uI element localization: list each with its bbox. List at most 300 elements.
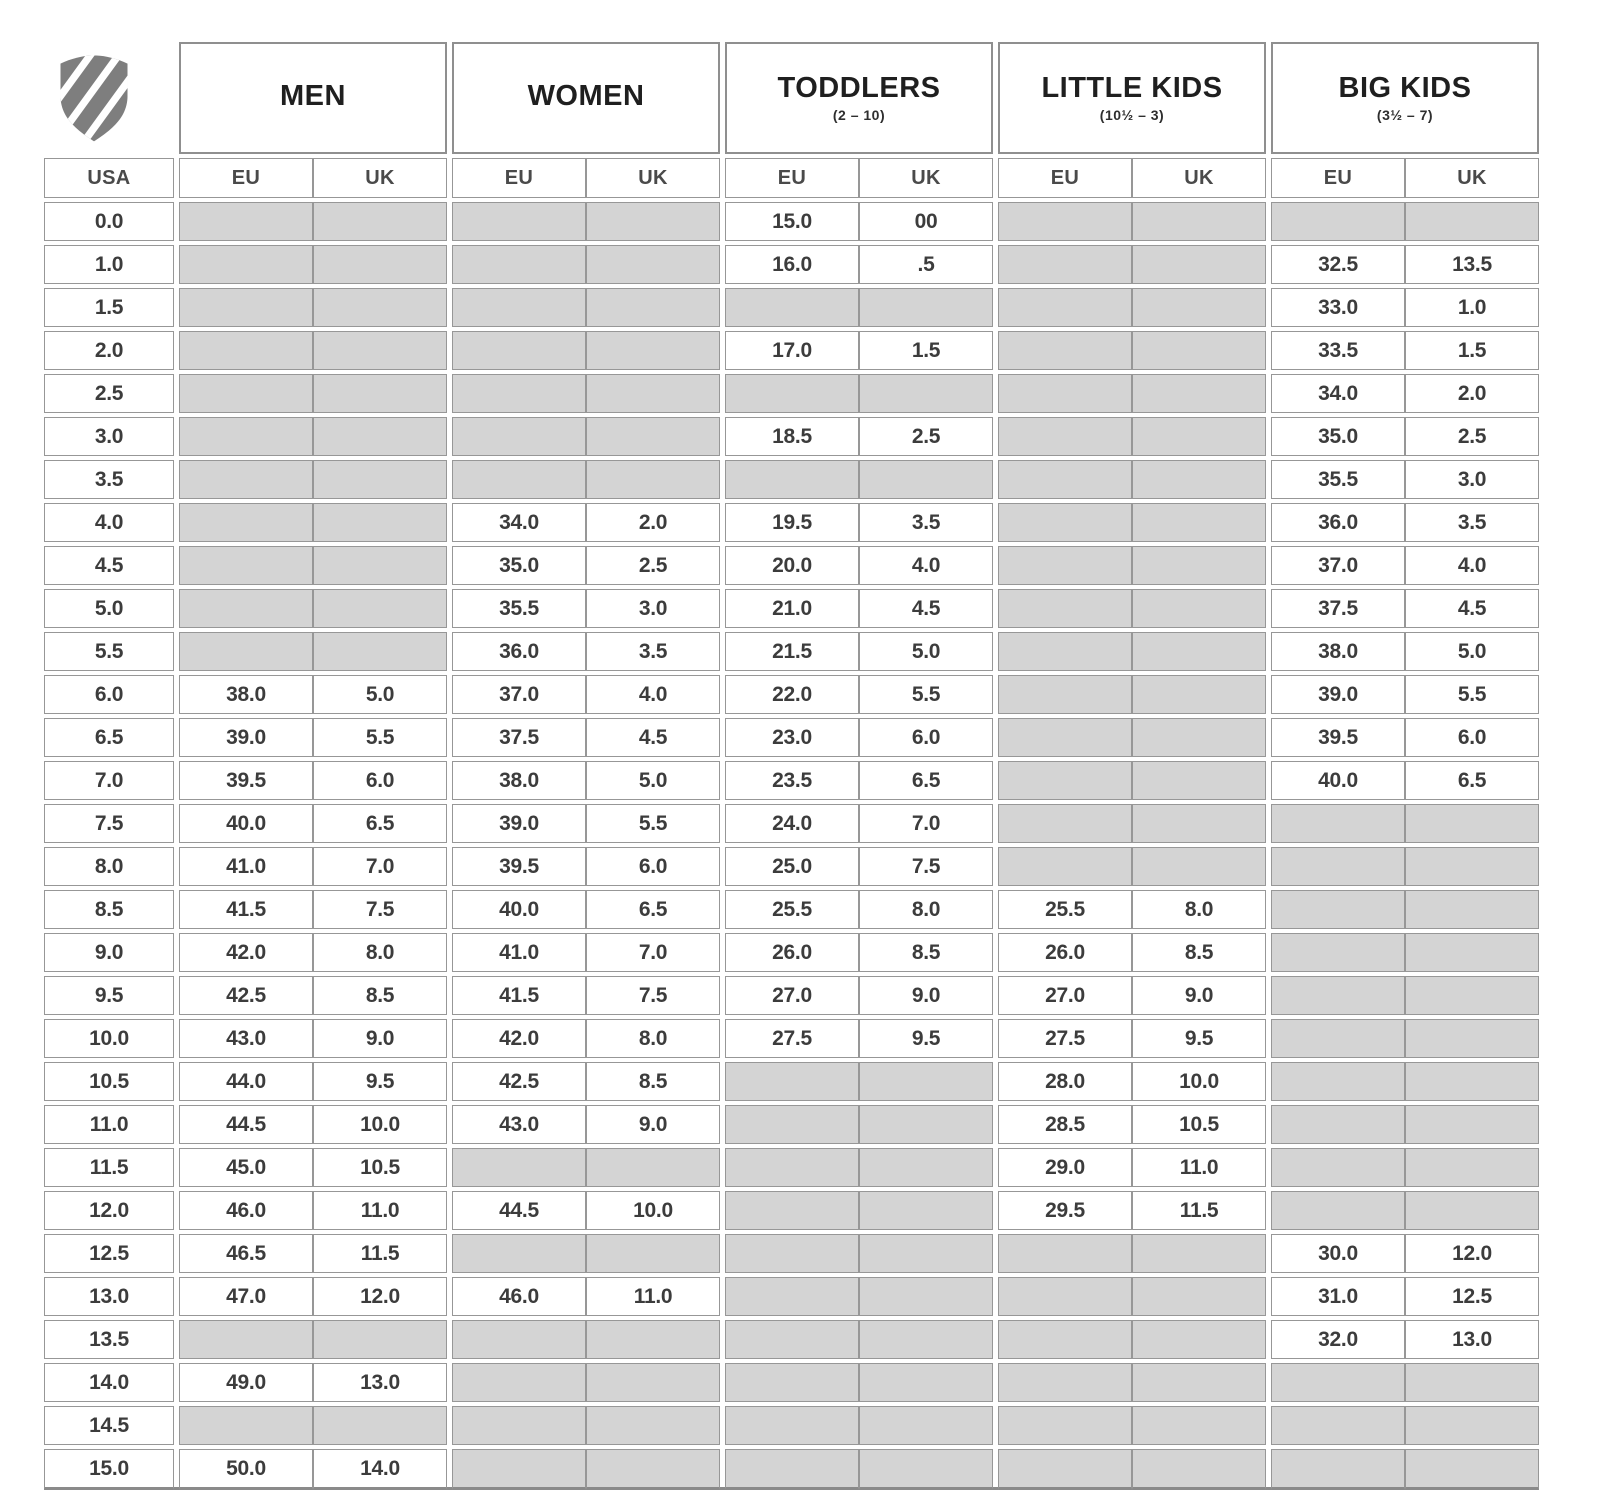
toddlers_eu-cell bbox=[725, 1363, 859, 1402]
women_uk-cell: 7.5 bbox=[586, 976, 720, 1015]
table-row bbox=[44, 245, 1539, 284]
toddlers_eu-cell: 16.0 bbox=[725, 245, 859, 284]
toddlers_eu-cell bbox=[725, 1234, 859, 1273]
big_kids_uk-cell bbox=[1405, 890, 1539, 929]
toddlers_eu-cell: 21.0 bbox=[725, 589, 859, 628]
table-row bbox=[44, 546, 1539, 585]
toddlers_uk-cell bbox=[859, 1191, 993, 1230]
table-row bbox=[44, 1449, 1539, 1490]
big_kids_eu-cell: 39.5 bbox=[1271, 718, 1405, 757]
toddlers_uk-cell: 6.0 bbox=[859, 718, 993, 757]
little_kids_uk-cell bbox=[1132, 632, 1266, 671]
table-row bbox=[44, 1105, 1539, 1144]
little_kids_eu-cell bbox=[998, 1277, 1132, 1316]
little_kids_eu-cell bbox=[998, 460, 1132, 499]
women_uk-cell bbox=[586, 288, 720, 327]
table-row bbox=[44, 331, 1539, 370]
toddlers_uk-cell: 9.5 bbox=[859, 1019, 993, 1058]
column-header-toddlers-eu: EU bbox=[725, 158, 859, 198]
big_kids_eu-cell: 31.0 bbox=[1271, 1277, 1405, 1316]
women_eu-cell: 41.0 bbox=[452, 933, 586, 972]
women_uk-cell bbox=[586, 1234, 720, 1273]
women_eu-cell: 41.5 bbox=[452, 976, 586, 1015]
table-row bbox=[44, 1406, 1539, 1445]
column-header-big-kids-eu: EU bbox=[1271, 158, 1405, 198]
little_kids_eu-cell: 27.5 bbox=[998, 1019, 1132, 1058]
group-label: BIG KIDS bbox=[1338, 72, 1472, 105]
group-header-toddlers bbox=[725, 42, 993, 154]
toddlers_uk-cell bbox=[859, 1148, 993, 1187]
table-row bbox=[44, 374, 1539, 413]
big_kids_eu-cell: 36.0 bbox=[1271, 503, 1405, 542]
big_kids_eu-cell bbox=[1271, 1105, 1405, 1144]
women_uk-cell bbox=[586, 1449, 720, 1490]
men_eu-cell: 42.5 bbox=[179, 976, 313, 1015]
big_kids_uk-cell: 5.5 bbox=[1405, 675, 1539, 714]
women_uk-cell: 7.0 bbox=[586, 933, 720, 972]
toddlers_uk-cell: 7.0 bbox=[859, 804, 993, 843]
little_kids_uk-cell bbox=[1132, 460, 1266, 499]
women_uk-cell: 2.0 bbox=[586, 503, 720, 542]
little_kids_uk-cell: 11.5 bbox=[1132, 1191, 1266, 1230]
big_kids_uk-cell: 5.0 bbox=[1405, 632, 1539, 671]
men_eu-cell bbox=[179, 374, 313, 413]
little_kids_eu-cell: 28.0 bbox=[998, 1062, 1132, 1101]
toddlers_uk-cell: 7.5 bbox=[859, 847, 993, 886]
toddlers_uk-cell bbox=[859, 288, 993, 327]
table-row bbox=[44, 460, 1539, 499]
little_kids_uk-cell bbox=[1132, 1234, 1266, 1273]
men_uk-cell: 10.0 bbox=[313, 1105, 447, 1144]
table-row bbox=[44, 1148, 1539, 1187]
men_eu-cell: 42.0 bbox=[179, 933, 313, 972]
big_kids_eu-cell: 33.0 bbox=[1271, 288, 1405, 327]
group-header-women bbox=[452, 42, 720, 154]
toddlers_uk-cell: 5.5 bbox=[859, 675, 993, 714]
women_uk-cell: 3.0 bbox=[586, 589, 720, 628]
toddlers_uk-cell: .5 bbox=[859, 245, 993, 284]
table-row bbox=[44, 718, 1539, 757]
big_kids_uk-cell bbox=[1405, 1148, 1539, 1187]
little_kids_eu-cell bbox=[998, 675, 1132, 714]
usa-size-cell: 1.5 bbox=[44, 288, 174, 327]
women_eu-cell: 35.0 bbox=[452, 546, 586, 585]
toddlers_eu-cell bbox=[725, 1148, 859, 1187]
table-row bbox=[44, 589, 1539, 628]
women_uk-cell: 5.0 bbox=[586, 761, 720, 800]
women_eu-cell bbox=[452, 245, 586, 284]
little_kids_eu-cell bbox=[998, 847, 1132, 886]
men_uk-cell: 9.5 bbox=[313, 1062, 447, 1101]
women_eu-cell: 43.0 bbox=[452, 1105, 586, 1144]
k-swiss-shield-logo bbox=[53, 53, 135, 143]
big_kids_eu-cell bbox=[1271, 847, 1405, 886]
men_eu-cell bbox=[179, 245, 313, 284]
big_kids_uk-cell: 12.5 bbox=[1405, 1277, 1539, 1316]
big_kids_uk-cell bbox=[1405, 976, 1539, 1015]
table-row bbox=[44, 1277, 1539, 1316]
men_eu-cell: 47.0 bbox=[179, 1277, 313, 1316]
big_kids_eu-cell bbox=[1271, 1019, 1405, 1058]
toddlers_uk-cell bbox=[859, 1105, 993, 1144]
usa-size-cell: 8.5 bbox=[44, 890, 174, 929]
table-row bbox=[44, 1234, 1539, 1273]
table-row bbox=[44, 417, 1539, 456]
men_eu-cell: 41.0 bbox=[179, 847, 313, 886]
group-sublabel: (3½ – 7) bbox=[1376, 106, 1434, 123]
men_eu-cell bbox=[179, 546, 313, 585]
little_kids_eu-cell bbox=[998, 1406, 1132, 1445]
little_kids_uk-cell bbox=[1132, 761, 1266, 800]
men_uk-cell bbox=[313, 417, 447, 456]
women_uk-cell bbox=[586, 1363, 720, 1402]
little_kids_eu-cell: 29.0 bbox=[998, 1148, 1132, 1187]
big_kids_eu-cell: 38.0 bbox=[1271, 632, 1405, 671]
little_kids_eu-cell bbox=[998, 503, 1132, 542]
big_kids_uk-cell: 2.5 bbox=[1405, 417, 1539, 456]
women_uk-cell: 3.5 bbox=[586, 632, 720, 671]
column-header-women-uk: UK bbox=[586, 158, 720, 198]
women_eu-cell: 38.0 bbox=[452, 761, 586, 800]
usa-size-cell: 6.5 bbox=[44, 718, 174, 757]
usa-size-cell: 9.5 bbox=[44, 976, 174, 1015]
men_uk-cell: 14.0 bbox=[313, 1449, 447, 1490]
little_kids_eu-cell bbox=[998, 1449, 1132, 1490]
toddlers_eu-cell bbox=[725, 288, 859, 327]
little_kids_uk-cell: 10.0 bbox=[1132, 1062, 1266, 1101]
group-label: LITTLE KIDS bbox=[1041, 72, 1223, 105]
women_eu-cell bbox=[452, 1406, 586, 1445]
little_kids_eu-cell: 26.0 bbox=[998, 933, 1132, 972]
men_uk-cell: 13.0 bbox=[313, 1363, 447, 1402]
big_kids_eu-cell bbox=[1271, 1363, 1405, 1402]
group-label: WOMEN bbox=[527, 80, 645, 113]
column-header-women-eu: EU bbox=[452, 158, 586, 198]
women_eu-cell bbox=[452, 417, 586, 456]
big_kids_uk-cell bbox=[1405, 847, 1539, 886]
toddlers_eu-cell: 15.0 bbox=[725, 202, 859, 241]
little_kids_uk-cell bbox=[1132, 675, 1266, 714]
men_eu-cell: 46.5 bbox=[179, 1234, 313, 1273]
big_kids_uk-cell: 4.5 bbox=[1405, 589, 1539, 628]
column-header-big-kids-uk: UK bbox=[1405, 158, 1539, 198]
table-row bbox=[44, 933, 1539, 972]
usa-size-cell: 5.5 bbox=[44, 632, 174, 671]
men_uk-cell bbox=[313, 1320, 447, 1359]
group-header-little-kids bbox=[998, 42, 1266, 154]
big_kids_eu-cell bbox=[1271, 933, 1405, 972]
little_kids_uk-cell: 8.5 bbox=[1132, 933, 1266, 972]
men_uk-cell: 9.0 bbox=[313, 1019, 447, 1058]
usa-size-cell: 3.5 bbox=[44, 460, 174, 499]
little_kids_eu-cell: 28.5 bbox=[998, 1105, 1132, 1144]
big_kids_eu-cell bbox=[1271, 890, 1405, 929]
toddlers_uk-cell: 4.0 bbox=[859, 546, 993, 585]
little_kids_eu-cell bbox=[998, 761, 1132, 800]
toddlers_eu-cell: 22.0 bbox=[725, 675, 859, 714]
table-row bbox=[44, 890, 1539, 929]
little_kids_uk-cell bbox=[1132, 288, 1266, 327]
men_uk-cell bbox=[313, 589, 447, 628]
toddlers_uk-cell: 00 bbox=[859, 202, 993, 241]
men_eu-cell bbox=[179, 1406, 313, 1445]
big_kids_uk-cell: 1.0 bbox=[1405, 288, 1539, 327]
toddlers_uk-cell: 8.0 bbox=[859, 890, 993, 929]
toddlers_eu-cell: 24.0 bbox=[725, 804, 859, 843]
little_kids_uk-cell bbox=[1132, 804, 1266, 843]
toddlers_eu-cell: 23.5 bbox=[725, 761, 859, 800]
little_kids_uk-cell bbox=[1132, 847, 1266, 886]
little_kids_eu-cell bbox=[998, 632, 1132, 671]
table-row bbox=[44, 503, 1539, 542]
toddlers_eu-cell: 25.0 bbox=[725, 847, 859, 886]
women_eu-cell: 44.5 bbox=[452, 1191, 586, 1230]
toddlers_eu-cell: 20.0 bbox=[725, 546, 859, 585]
usa-size-cell: 0.0 bbox=[44, 202, 174, 241]
column-header-toddlers-uk: UK bbox=[859, 158, 993, 198]
big_kids_uk-cell bbox=[1405, 202, 1539, 241]
men_uk-cell bbox=[313, 331, 447, 370]
usa-size-cell: 4.0 bbox=[44, 503, 174, 542]
little_kids_uk-cell bbox=[1132, 589, 1266, 628]
usa-size-cell: 2.5 bbox=[44, 374, 174, 413]
big_kids_uk-cell bbox=[1405, 1449, 1539, 1490]
usa-size-cell: 15.0 bbox=[44, 1449, 174, 1490]
usa-size-cell: 8.0 bbox=[44, 847, 174, 886]
toddlers_uk-cell bbox=[859, 460, 993, 499]
big_kids_eu-cell: 30.0 bbox=[1271, 1234, 1405, 1273]
little_kids_uk-cell: 9.0 bbox=[1132, 976, 1266, 1015]
toddlers_uk-cell: 6.5 bbox=[859, 761, 993, 800]
big_kids_uk-cell: 1.5 bbox=[1405, 331, 1539, 370]
men_eu-cell bbox=[179, 331, 313, 370]
little_kids_uk-cell: 10.5 bbox=[1132, 1105, 1266, 1144]
little_kids_eu-cell bbox=[998, 245, 1132, 284]
big_kids_uk-cell bbox=[1405, 1363, 1539, 1402]
men_eu-cell bbox=[179, 632, 313, 671]
toddlers_eu-cell: 18.5 bbox=[725, 417, 859, 456]
brand-logo-cell bbox=[44, 42, 174, 154]
men_uk-cell: 6.5 bbox=[313, 804, 447, 843]
toddlers_eu-cell bbox=[725, 1277, 859, 1316]
men_eu-cell: 50.0 bbox=[179, 1449, 313, 1490]
little_kids_eu-cell bbox=[998, 1363, 1132, 1402]
big_kids_eu-cell bbox=[1271, 1062, 1405, 1101]
toddlers_uk-cell bbox=[859, 374, 993, 413]
group-header-big-kids bbox=[1271, 42, 1539, 154]
big_kids_uk-cell: 3.0 bbox=[1405, 460, 1539, 499]
women_uk-cell: 4.0 bbox=[586, 675, 720, 714]
big_kids_eu-cell: 37.5 bbox=[1271, 589, 1405, 628]
group-sublabel: (10½ – 3) bbox=[1099, 106, 1165, 123]
men_uk-cell: 10.5 bbox=[313, 1148, 447, 1187]
toddlers_eu-cell: 27.5 bbox=[725, 1019, 859, 1058]
toddlers_eu-cell: 23.0 bbox=[725, 718, 859, 757]
women_eu-cell bbox=[452, 202, 586, 241]
big_kids_uk-cell: 12.0 bbox=[1405, 1234, 1539, 1273]
toddlers_uk-cell: 1.5 bbox=[859, 331, 993, 370]
little_kids_uk-cell bbox=[1132, 718, 1266, 757]
men_uk-cell bbox=[313, 503, 447, 542]
men_uk-cell: 11.0 bbox=[313, 1191, 447, 1230]
women_eu-cell: 36.0 bbox=[452, 632, 586, 671]
men_uk-cell: 12.0 bbox=[313, 1277, 447, 1316]
little_kids_uk-cell bbox=[1132, 1449, 1266, 1490]
women_eu-cell bbox=[452, 288, 586, 327]
men_eu-cell bbox=[179, 589, 313, 628]
men_uk-cell bbox=[313, 202, 447, 241]
women_eu-cell: 39.5 bbox=[452, 847, 586, 886]
toddlers_uk-cell: 3.5 bbox=[859, 503, 993, 542]
women_uk-cell bbox=[586, 417, 720, 456]
women_uk-cell bbox=[586, 1406, 720, 1445]
usa-size-cell: 7.5 bbox=[44, 804, 174, 843]
toddlers_uk-cell: 5.0 bbox=[859, 632, 993, 671]
toddlers_eu-cell: 19.5 bbox=[725, 503, 859, 542]
usa-size-cell: 7.0 bbox=[44, 761, 174, 800]
women_eu-cell: 42.0 bbox=[452, 1019, 586, 1058]
table-row bbox=[44, 1191, 1539, 1230]
women_uk-cell bbox=[586, 245, 720, 284]
women_uk-cell: 2.5 bbox=[586, 546, 720, 585]
men_eu-cell bbox=[179, 503, 313, 542]
big_kids_uk-cell: 6.0 bbox=[1405, 718, 1539, 757]
usa-size-cell: 13.0 bbox=[44, 1277, 174, 1316]
women_uk-cell: 5.5 bbox=[586, 804, 720, 843]
little_kids_eu-cell: 29.5 bbox=[998, 1191, 1132, 1230]
men_uk-cell: 7.0 bbox=[313, 847, 447, 886]
big_kids_eu-cell: 32.5 bbox=[1271, 245, 1405, 284]
women_uk-cell: 4.5 bbox=[586, 718, 720, 757]
little_kids_uk-cell bbox=[1132, 202, 1266, 241]
usa-size-cell: 3.0 bbox=[44, 417, 174, 456]
table-row bbox=[44, 675, 1539, 714]
toddlers_uk-cell bbox=[859, 1062, 993, 1101]
big_kids_uk-cell: 13.5 bbox=[1405, 245, 1539, 284]
little_kids_uk-cell bbox=[1132, 503, 1266, 542]
men_uk-cell bbox=[313, 374, 447, 413]
women_eu-cell bbox=[452, 1363, 586, 1402]
little_kids_eu-cell bbox=[998, 804, 1132, 843]
big_kids_eu-cell bbox=[1271, 1148, 1405, 1187]
toddlers_uk-cell: 2.5 bbox=[859, 417, 993, 456]
little_kids_uk-cell bbox=[1132, 374, 1266, 413]
men_eu-cell: 39.0 bbox=[179, 718, 313, 757]
toddlers_uk-cell bbox=[859, 1234, 993, 1273]
women_uk-cell bbox=[586, 202, 720, 241]
big_kids_uk-cell: 3.5 bbox=[1405, 503, 1539, 542]
little_kids_uk-cell bbox=[1132, 417, 1266, 456]
men_uk-cell: 8.0 bbox=[313, 933, 447, 972]
big_kids_eu-cell bbox=[1271, 202, 1405, 241]
little_kids_uk-cell bbox=[1132, 1277, 1266, 1316]
big_kids_uk-cell bbox=[1405, 1062, 1539, 1101]
men_eu-cell bbox=[179, 288, 313, 327]
men_uk-cell bbox=[313, 1406, 447, 1445]
usa-size-cell: 12.0 bbox=[44, 1191, 174, 1230]
column-header-little-kids-uk: UK bbox=[1132, 158, 1266, 198]
big_kids_eu-cell: 40.0 bbox=[1271, 761, 1405, 800]
men_eu-cell: 39.5 bbox=[179, 761, 313, 800]
usa-size-cell: 9.0 bbox=[44, 933, 174, 972]
women_uk-cell: 8.0 bbox=[586, 1019, 720, 1058]
big_kids_eu-cell: 37.0 bbox=[1271, 546, 1405, 585]
usa-size-cell: 14.0 bbox=[44, 1363, 174, 1402]
big_kids_eu-cell: 35.0 bbox=[1271, 417, 1405, 456]
men_eu-cell: 43.0 bbox=[179, 1019, 313, 1058]
toddlers_uk-cell: 8.5 bbox=[859, 933, 993, 972]
toddlers_uk-cell bbox=[859, 1363, 993, 1402]
table-row bbox=[44, 1062, 1539, 1101]
men_eu-cell bbox=[179, 460, 313, 499]
usa-size-cell: 12.5 bbox=[44, 1234, 174, 1273]
women_eu-cell: 37.0 bbox=[452, 675, 586, 714]
little_kids_eu-cell bbox=[998, 417, 1132, 456]
usa-size-cell: 10.0 bbox=[44, 1019, 174, 1058]
big_kids_eu-cell: 39.0 bbox=[1271, 675, 1405, 714]
big_kids_uk-cell bbox=[1405, 1406, 1539, 1445]
men_eu-cell bbox=[179, 417, 313, 456]
men_eu-cell: 40.0 bbox=[179, 804, 313, 843]
toddlers_eu-cell bbox=[725, 374, 859, 413]
usa-size-cell: 14.5 bbox=[44, 1406, 174, 1445]
men_uk-cell: 11.5 bbox=[313, 1234, 447, 1273]
men_uk-cell bbox=[313, 632, 447, 671]
men_eu-cell bbox=[179, 202, 313, 241]
usa-size-cell: 2.0 bbox=[44, 331, 174, 370]
little_kids_eu-cell bbox=[998, 202, 1132, 241]
men_uk-cell bbox=[313, 245, 447, 284]
men_uk-cell: 7.5 bbox=[313, 890, 447, 929]
little_kids_eu-cell bbox=[998, 589, 1132, 628]
women_eu-cell: 40.0 bbox=[452, 890, 586, 929]
toddlers_eu-cell: 25.5 bbox=[725, 890, 859, 929]
women_uk-cell: 9.0 bbox=[586, 1105, 720, 1144]
toddlers_eu-cell: 21.5 bbox=[725, 632, 859, 671]
column-header-men-uk: UK bbox=[313, 158, 447, 198]
toddlers_eu-cell bbox=[725, 1105, 859, 1144]
little_kids_eu-cell bbox=[998, 288, 1132, 327]
toddlers_uk-cell bbox=[859, 1320, 993, 1359]
men_eu-cell: 44.5 bbox=[179, 1105, 313, 1144]
toddlers_uk-cell bbox=[859, 1277, 993, 1316]
little_kids_uk-cell bbox=[1132, 546, 1266, 585]
big_kids_eu-cell: 35.5 bbox=[1271, 460, 1405, 499]
usa-size-cell: 6.0 bbox=[44, 675, 174, 714]
men_uk-cell: 5.5 bbox=[313, 718, 447, 757]
big_kids_uk-cell bbox=[1405, 1191, 1539, 1230]
women_uk-cell bbox=[586, 374, 720, 413]
group-label: TODDLERS bbox=[777, 72, 941, 105]
big_kids_eu-cell bbox=[1271, 1449, 1405, 1490]
table-row bbox=[44, 804, 1539, 843]
women_eu-cell: 35.5 bbox=[452, 589, 586, 628]
little_kids_eu-cell bbox=[998, 718, 1132, 757]
women_uk-cell bbox=[586, 460, 720, 499]
women_uk-cell: 8.5 bbox=[586, 1062, 720, 1101]
women_uk-cell: 11.0 bbox=[586, 1277, 720, 1316]
little_kids_uk-cell bbox=[1132, 331, 1266, 370]
table-row bbox=[44, 202, 1539, 241]
big_kids_uk-cell bbox=[1405, 1019, 1539, 1058]
men_uk-cell bbox=[313, 460, 447, 499]
big_kids_eu-cell bbox=[1271, 804, 1405, 843]
usa-size-cell: 10.5 bbox=[44, 1062, 174, 1101]
women_uk-cell bbox=[586, 331, 720, 370]
women_uk-cell: 10.0 bbox=[586, 1191, 720, 1230]
big_kids_eu-cell: 32.0 bbox=[1271, 1320, 1405, 1359]
usa-size-cell: 11.5 bbox=[44, 1148, 174, 1187]
